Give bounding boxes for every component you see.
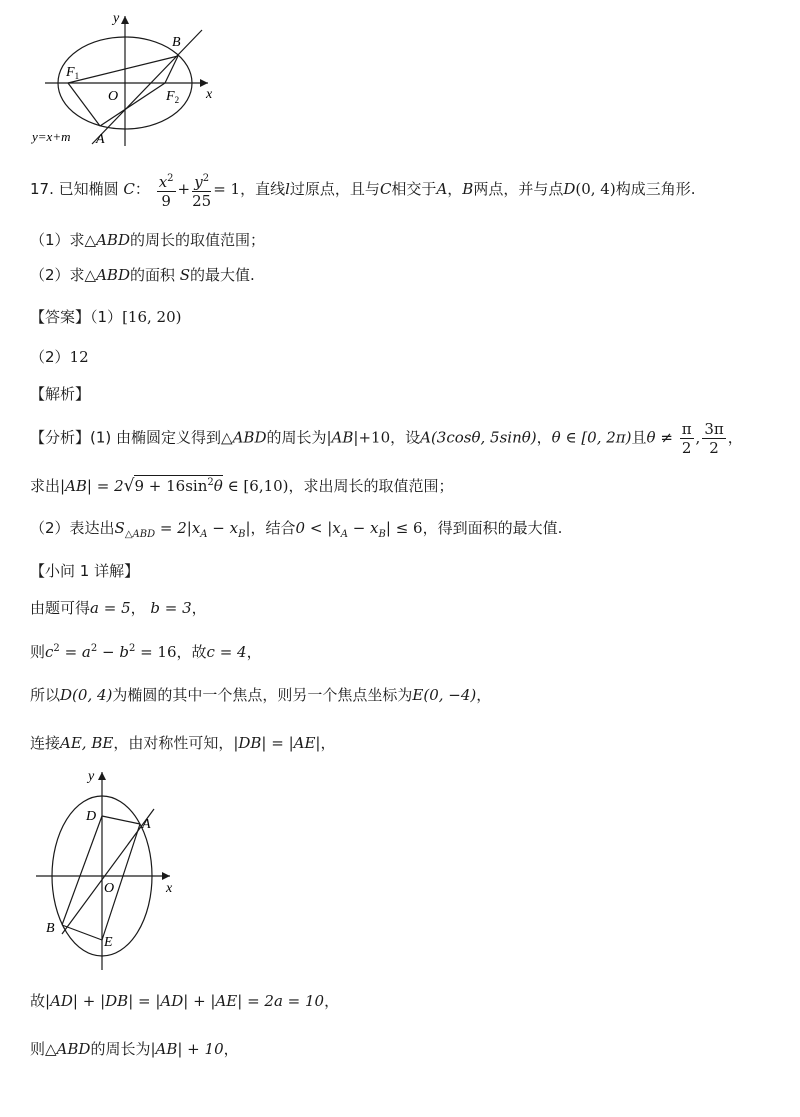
x-arrow-icon: [162, 872, 170, 880]
label-x: x: [206, 87, 213, 102]
label-o: O: [108, 89, 119, 104]
segment-d-b: [62, 816, 102, 925]
fraction-3pi-over-2: $\frac{3\pi}{2}$: [704, 420, 724, 457]
label-y: y: [113, 11, 120, 26]
fraction-pi-over-2: $\frac{\pi}{2}$: [681, 420, 692, 457]
segment-f1-b: [68, 56, 178, 83]
detail-line-2: 则$c^2 = a^2 - b^2 = 16$，故c = 4，: [30, 643, 262, 661]
label-a: A: [96, 132, 105, 147]
label-b: B: [172, 35, 181, 50]
detail-line-6: 则△ABD的周长为|AB| + 10，: [30, 1040, 239, 1058]
label-y: y: [88, 769, 95, 784]
detail-line-4: 连接AE, BE，由对称性可知，|DB| = |AE|，: [30, 734, 336, 752]
label-x: x: [166, 881, 173, 896]
segment-f2-b: [165, 56, 178, 83]
label-line-eq: y=x+m: [32, 129, 71, 144]
detail-line-5: 故|AD| + |DB| = |AD| + |AE| = 2a = 10，: [30, 992, 340, 1010]
x-arrow-icon: [200, 79, 208, 87]
jiexi-heading: 【解析】: [30, 385, 91, 403]
part-1-question: （1）求△ABD的周长的取值范围；: [30, 231, 265, 249]
fraction-y2-over-25: $\frac{y^2}{25}$: [192, 170, 211, 210]
label-o: O: [104, 881, 115, 896]
detail-line-1: 由题可得a = 5， b = 3，: [30, 599, 207, 617]
label-d: D: [86, 809, 97, 824]
analysis-line-3: （2）表达出$S_{\triangle ABD} = 2|x_A - x_B|$，结合$0 < |x_A - x_B| \le 6$，得到面积的最大值.: [30, 519, 563, 540]
answer-part-1: 【答案】（1）[16, 20): [30, 308, 182, 326]
y-arrow-icon: [98, 772, 106, 780]
problem-statement: 17. 已知椭圆 C： $\frac{x^2}{9}$ + $\frac{y^2}{25}$ = 1，直线l过原点，且与C相交于A，B两点，并与点D(0, 4)构成三角形.: [30, 170, 695, 210]
label-e: E: [104, 935, 113, 950]
detail-line-3: 所以D(0, 4)为椭圆的其中一个焦点，则另一个焦点坐标为E(0, −4)，: [30, 686, 492, 704]
figure-ellipse-horizontal: [30, 8, 230, 150]
line-l: [62, 809, 154, 934]
analysis-line-2: 求出$|AB| = 2√9 + 16\sin^2\theta$ ∈ [6,10)，求出周长的取值范围；: [30, 476, 454, 496]
y-arrow-icon: [121, 16, 129, 24]
label-f1: $F_1$: [66, 65, 80, 81]
figure-ellipse-vertical: [30, 762, 190, 974]
part-2-question: （2）求△ABD的面积 S的最大值.: [30, 266, 255, 284]
label-f2: $F_2$: [166, 89, 180, 105]
analysis-line-1: 【分析】(1) 由椭圆定义得到△ABD的周长为|AB|+10，设A(3cosθ, 5sinθ)，θ ∈ [0, 2π)且θ ≠ $\frac{\pi}{2}$ , $\frac{3\pi}{2}$ ，: [30, 420, 743, 457]
segment-d-a: [102, 816, 140, 824]
label-b: B: [46, 921, 55, 936]
fraction-x2-over-9: $\frac{x^2}{9}$: [157, 170, 176, 210]
segment-b-e: [62, 925, 102, 940]
detail-heading: 【小问 1 详解】: [30, 562, 140, 580]
label-a: A: [142, 817, 151, 832]
answer-part-2: （2）12: [30, 348, 89, 366]
